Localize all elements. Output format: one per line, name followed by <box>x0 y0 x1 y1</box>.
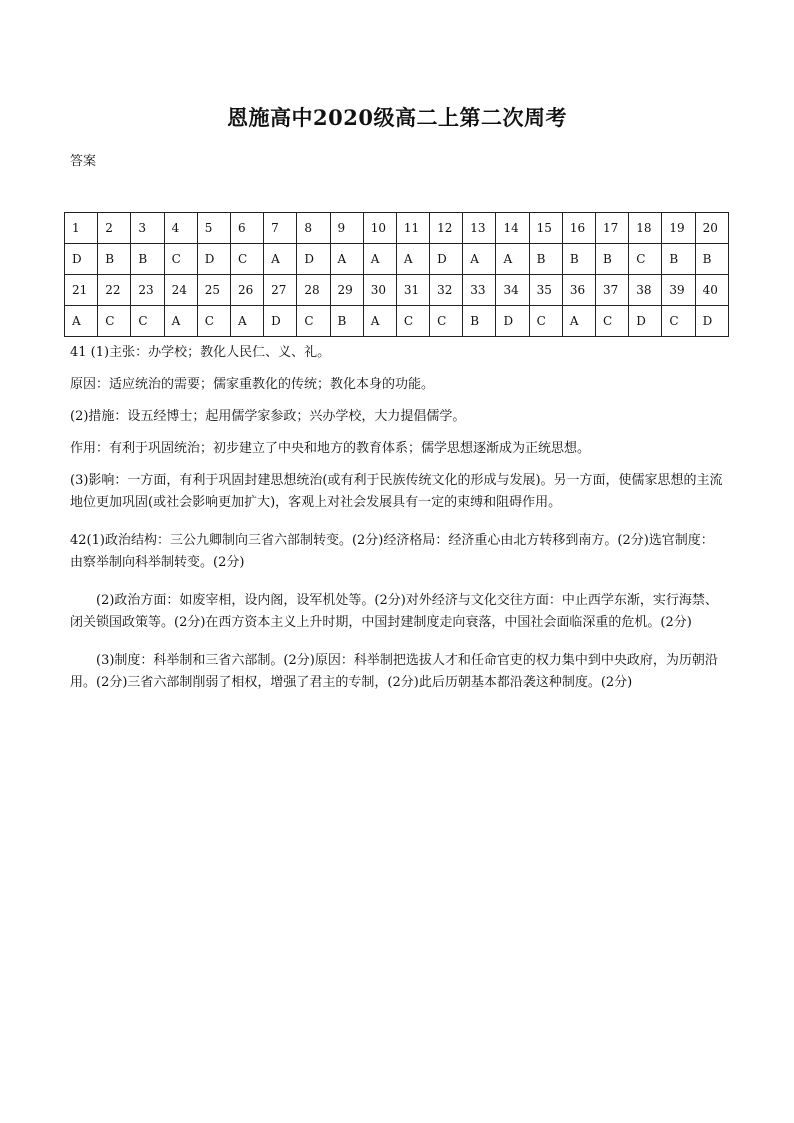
question-number: 34 <box>496 275 529 306</box>
q42-part2-paragraph: (2)政治方面：如废宰相，设内阁，设军机处等。(2分)对外经济与文化交往方面：中止西学东渐，实行海禁、闭关锁国政策等。(2分)在西方资本主义上升时期，中国封建制度走向衰落，中国社会面临深重的危机。(2分) <box>70 593 718 630</box>
question-number: 14 <box>496 213 529 244</box>
answer-cell: C <box>197 306 230 337</box>
question-number: 16 <box>562 213 595 244</box>
question-number: 15 <box>529 213 562 244</box>
table-row-numbers-2 <box>65 275 729 306</box>
answer-cell: A <box>264 244 297 275</box>
answer-cell: A <box>396 244 429 275</box>
q41-part2-paragraph: (2)措施：设五经博士；起用儒学家参政；兴办学校，大力提倡儒学。 <box>70 409 466 424</box>
question-number: 13 <box>463 213 496 244</box>
answer-table <box>64 212 729 337</box>
q41-part3-paragraph: (3)影响：一方面，有利于巩固封建思想统治(或有利于民族传统文化的形成与发展)。另一方面，使儒家思想的主流地位更加巩固(或社会影响更加扩大)，客观上对社会发展具有一定的束缚和阻碍作用。 <box>70 473 723 510</box>
question-number: 18 <box>629 213 662 244</box>
question-number: 22 <box>98 275 131 306</box>
q41-reason-paragraph: 原因：适应统治的需要；儒家重教化的传统；教化本身的功能。 <box>70 377 435 392</box>
answer-cell: C <box>662 306 695 337</box>
question-number: 1 <box>65 213 98 244</box>
answer-cell: D <box>297 244 330 275</box>
q42-part1-paragraph: 42(1)政治结构：三公九卿制向三省六部制转变。(2分)经济格局：经济重心由北方转移到南方。(2分)选官制度：由察举制向科举制转变。(2分) <box>70 533 714 570</box>
q41-part1-paragraph: 41 (1)主张：办学校；教化人民仁、义、礼。 <box>70 345 331 360</box>
answer-cell: A <box>562 306 595 337</box>
table-row-answers-2 <box>65 306 729 337</box>
answer-cell: B <box>562 244 595 275</box>
answer-cell: B <box>463 306 496 337</box>
question-number: 36 <box>562 275 595 306</box>
answer-cell: A <box>164 306 197 337</box>
question-number: 6 <box>230 213 263 244</box>
question-number: 40 <box>695 275 728 306</box>
table-row-answers-1 <box>65 244 729 275</box>
question-number: 17 <box>596 213 629 244</box>
answer-cell: A <box>363 244 396 275</box>
question-number: 10 <box>363 213 396 244</box>
answer-cell: A <box>230 306 263 337</box>
answer-cell: B <box>98 244 131 275</box>
answer-cell: C <box>164 244 197 275</box>
answer-cell: C <box>297 306 330 337</box>
question-number: 4 <box>164 213 197 244</box>
answer-cell: A <box>463 244 496 275</box>
question-number: 7 <box>264 213 297 244</box>
question-number: 28 <box>297 275 330 306</box>
answer-cell: C <box>98 306 131 337</box>
table-row-numbers-1 <box>65 213 729 244</box>
answer-cell: D <box>496 306 529 337</box>
answer-cell: A <box>330 244 363 275</box>
question-number: 12 <box>430 213 463 244</box>
question-number: 39 <box>662 275 695 306</box>
question-number: 2 <box>98 213 131 244</box>
question-number: 37 <box>596 275 629 306</box>
q41-effect-paragraph: 作用：有利于巩固统治；初步建立了中央和地方的教育体系；儒学思想逐渐成为正统思想。 <box>70 441 591 456</box>
answer-cell: A <box>363 306 396 337</box>
question-number: 25 <box>197 275 230 306</box>
answer-cell: A <box>496 244 529 275</box>
question-number: 21 <box>65 275 98 306</box>
answer-cell: B <box>529 244 562 275</box>
answer-cell: C <box>629 244 662 275</box>
document-title: 恩施高中2020级高二上第二次周考 <box>227 105 567 130</box>
question-number: 30 <box>363 275 396 306</box>
answer-cell: D <box>629 306 662 337</box>
answer-cell: B <box>131 244 164 275</box>
answer-cell: D <box>430 244 463 275</box>
question-number: 32 <box>430 275 463 306</box>
question-number: 29 <box>330 275 363 306</box>
answer-cell: B <box>596 244 629 275</box>
question-number: 38 <box>629 275 662 306</box>
question-number: 20 <box>695 213 728 244</box>
question-number: 35 <box>529 275 562 306</box>
answer-cell: D <box>197 244 230 275</box>
answer-cell: C <box>396 306 429 337</box>
question-number: 5 <box>197 213 230 244</box>
question-number: 31 <box>396 275 429 306</box>
question-number: 19 <box>662 213 695 244</box>
question-number: 24 <box>164 275 197 306</box>
answer-cell: D <box>65 244 98 275</box>
answer-cell: C <box>596 306 629 337</box>
answer-cell: D <box>264 306 297 337</box>
answer-cell: C <box>230 244 263 275</box>
answer-cell: A <box>65 306 98 337</box>
question-number: 23 <box>131 275 164 306</box>
question-number: 11 <box>396 213 429 244</box>
answer-cell: C <box>529 306 562 337</box>
answer-cell: B <box>695 244 728 275</box>
question-number: 26 <box>230 275 263 306</box>
answer-cell: C <box>131 306 164 337</box>
answer-label: 答案 <box>70 154 97 169</box>
question-number: 33 <box>463 275 496 306</box>
answer-cell: B <box>330 306 363 337</box>
question-number: 8 <box>297 213 330 244</box>
q42-part3-paragraph: (3)制度：科举制和三省六部制。(2分)原因：科举制把选拔人才和任命官吏的权力集中到中央政府，为历朝沿用。(2分)三省六部制削弱了相权，增强了君主的专制，(2分)此后历朝基本都沿袭这种制度。(2分) <box>70 653 718 690</box>
answer-cell: B <box>662 244 695 275</box>
question-number: 3 <box>131 213 164 244</box>
question-number: 27 <box>264 275 297 306</box>
answer-cell: D <box>695 306 728 337</box>
question-number: 9 <box>330 213 363 244</box>
answer-cell: C <box>430 306 463 337</box>
answer-explanations <box>70 342 726 694</box>
